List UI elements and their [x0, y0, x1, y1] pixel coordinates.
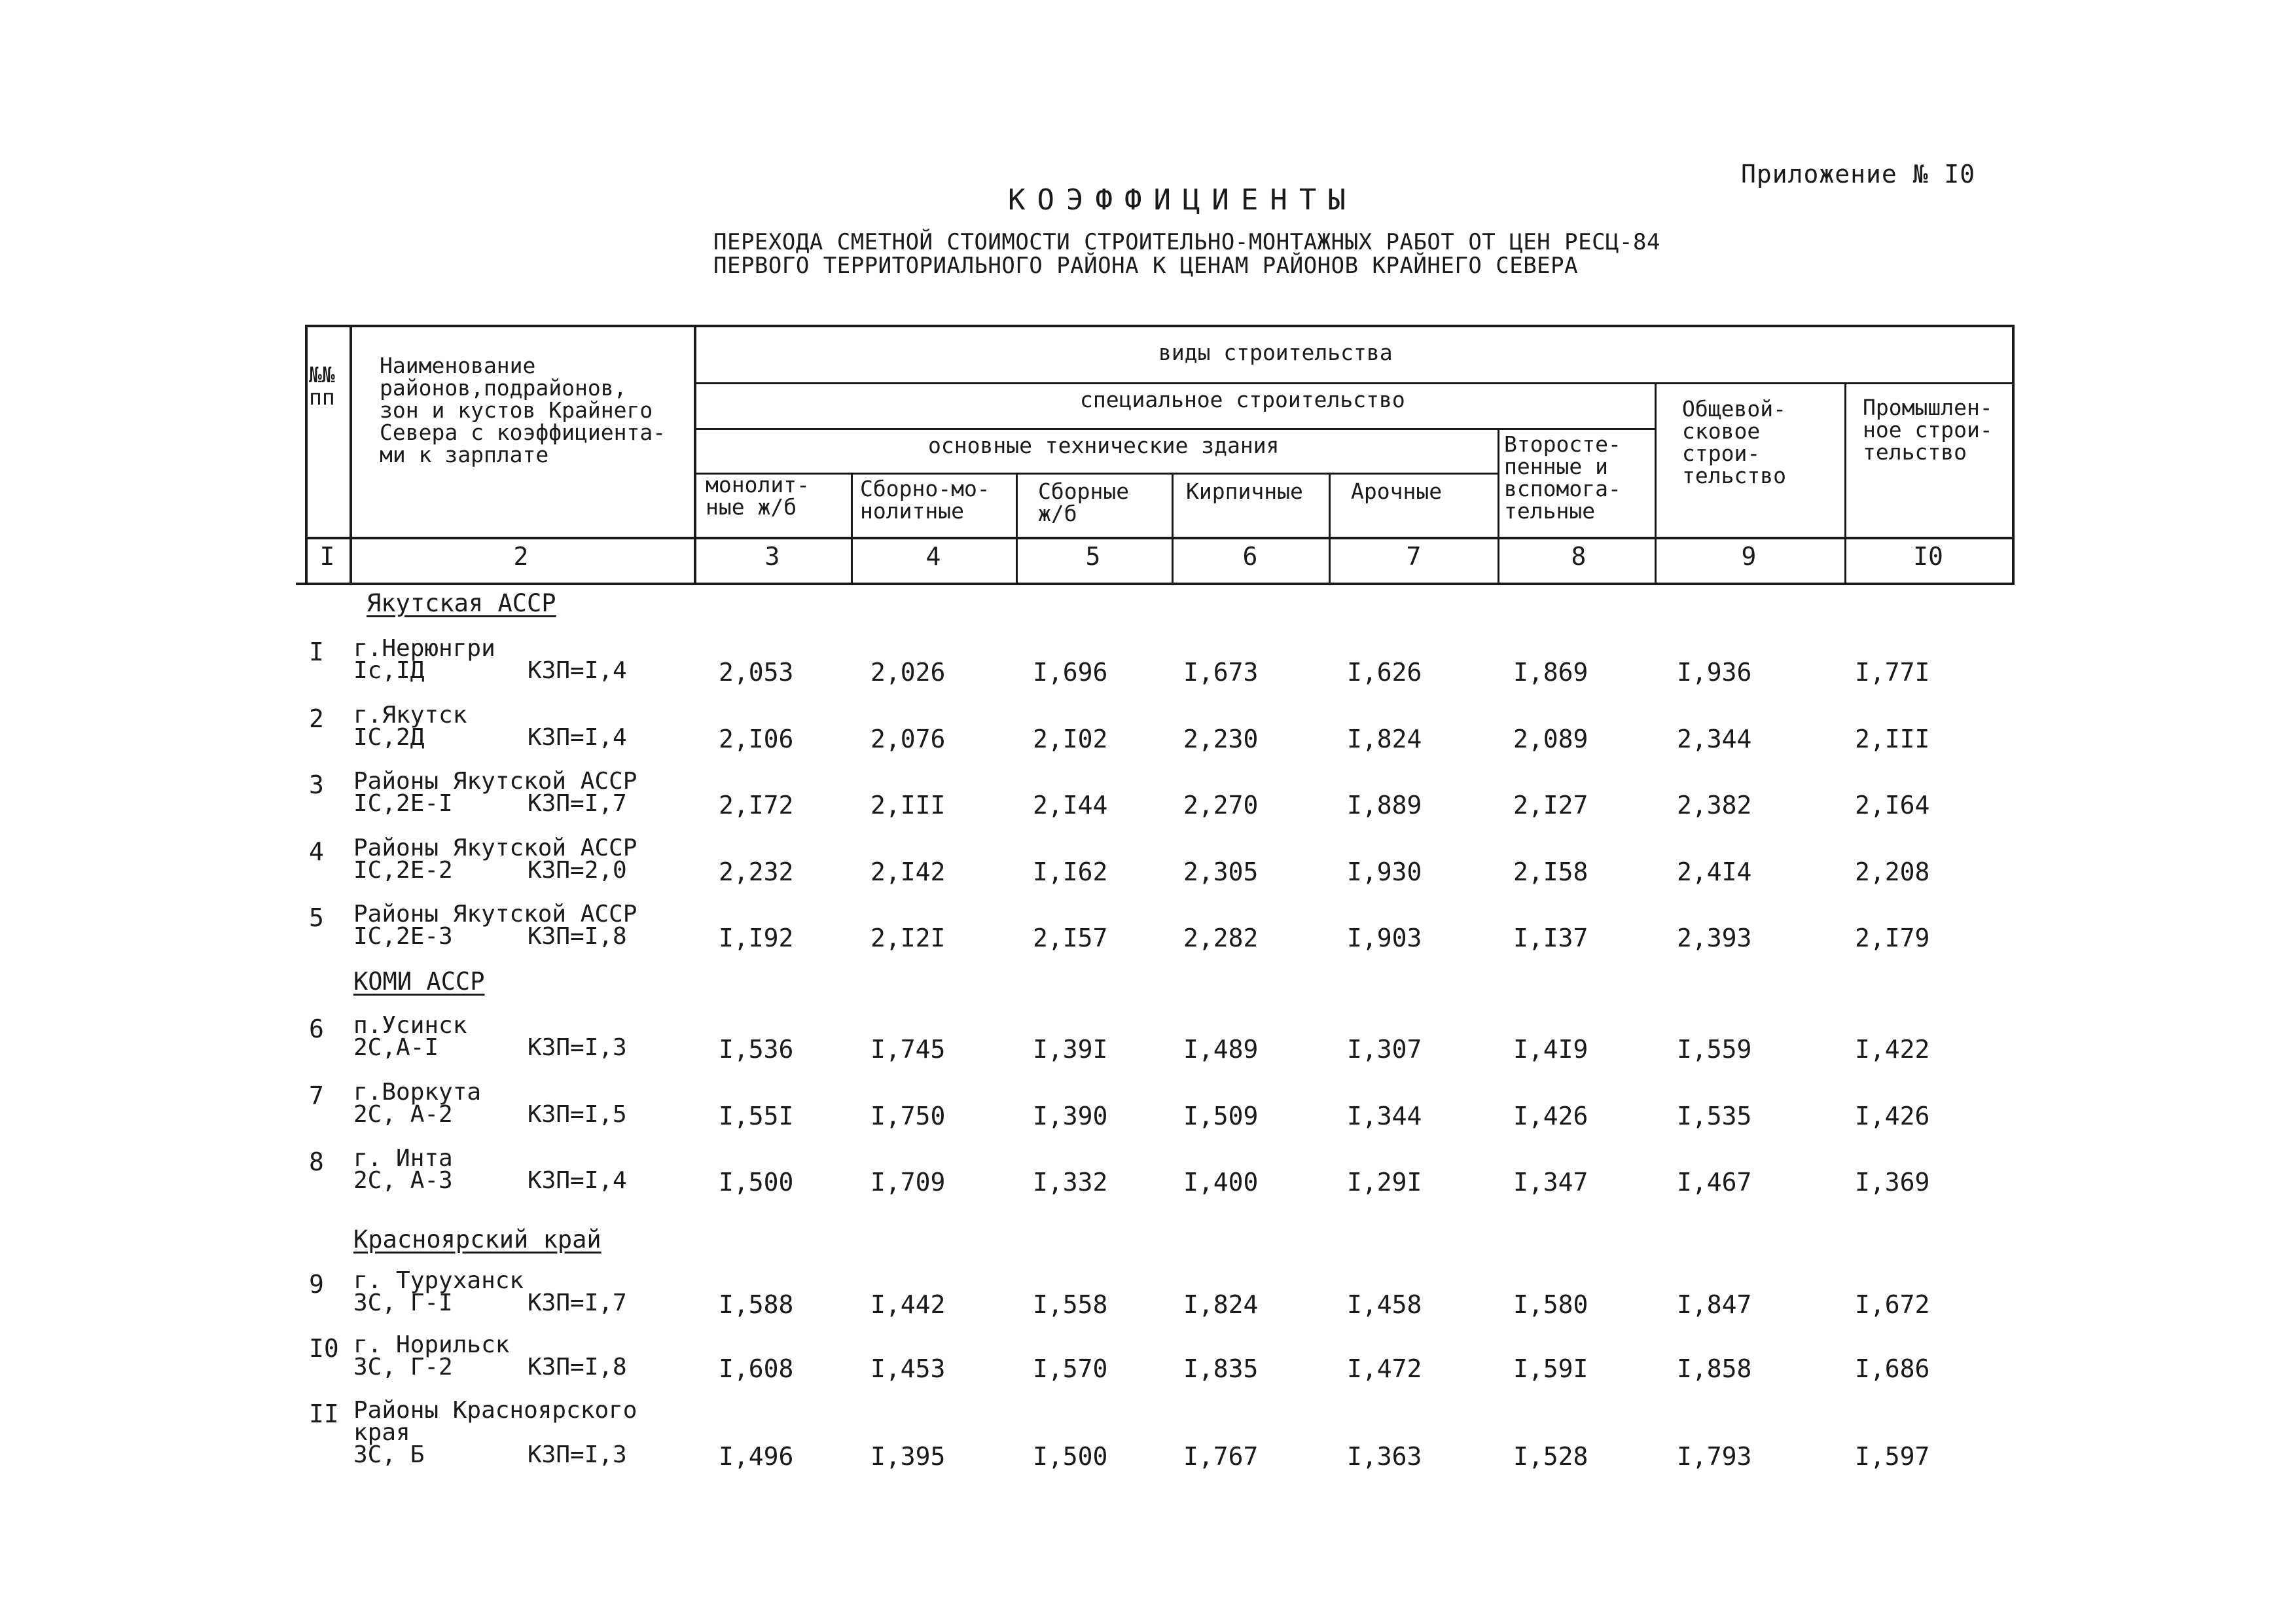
col-number: 5 — [1085, 542, 1101, 571]
table-row — [0, 1012, 2296, 1080]
coefficient-value: I,686 — [1855, 1354, 1930, 1383]
coefficient-value: I,363 — [1347, 1442, 1422, 1471]
coefficient-value: I,847 — [1677, 1290, 1752, 1319]
document-title: КОЭФФИЦИЕНТЫ — [1008, 183, 1357, 217]
header-secondary: Второсте- пенные и вспомога- тельные — [1504, 431, 1621, 524]
coefficient-value: I,426 — [1513, 1102, 1588, 1130]
coefficient-value: I,332 — [1033, 1168, 1108, 1197]
header-prefab-monolithic: Сборно-мо- нолитные — [860, 476, 990, 524]
coefficient-value: I,936 — [1677, 658, 1752, 687]
coefficient-value: I,889 — [1347, 791, 1422, 820]
coefficient-value: I,500 — [719, 1168, 794, 1197]
wage-coefficient: КЗП=I,3 — [528, 1034, 627, 1061]
region-code: IС,2Е-3 — [353, 923, 453, 950]
row-number: 6 — [309, 1015, 324, 1043]
col-number: 2 — [513, 542, 529, 571]
coefficient-value: I,535 — [1677, 1102, 1752, 1130]
table-row — [0, 903, 2296, 969]
row-number: 9 — [309, 1270, 324, 1299]
coefficient-value: 2,089 — [1513, 725, 1588, 753]
col-number: 7 — [1406, 542, 1422, 571]
row-number: 2 — [309, 704, 324, 733]
region-name: п.Усинск — [353, 1012, 467, 1039]
coefficient-value: I,55I — [719, 1102, 794, 1130]
coefficient-value: I,400 — [1183, 1168, 1259, 1197]
coefficient-value: I,672 — [1855, 1290, 1930, 1319]
header-name: Наименование районов,подрайонов, зон и кустов Крайнего Севера с коэффициента- ми к зарплате — [380, 353, 666, 467]
region-name: г.Воркута — [353, 1079, 482, 1106]
coefficient-value: I,458 — [1347, 1290, 1422, 1319]
coefficient-value: 2,I58 — [1513, 857, 1588, 886]
coefficient-value: I,369 — [1855, 1168, 1930, 1197]
coefficient-value: I,467 — [1677, 1168, 1752, 1197]
col-number: I0 — [1913, 542, 1943, 571]
coefficient-value: I,745 — [870, 1035, 946, 1064]
table-row — [0, 1267, 2296, 1335]
region-code: IС,2Е-I — [353, 790, 453, 817]
coefficient-value: 2,305 — [1183, 857, 1259, 886]
row-number: 5 — [309, 903, 324, 932]
col-number: 3 — [764, 542, 780, 571]
coefficient-value: I,39I — [1033, 1035, 1108, 1064]
coefficient-value: I,696 — [1033, 658, 1108, 687]
coefficient-value: I,395 — [870, 1442, 946, 1471]
coefficient-value: I,930 — [1347, 857, 1422, 886]
coefficient-value: I,588 — [719, 1290, 794, 1319]
coefficient-value: 2,053 — [719, 658, 794, 687]
coefficient-value: I,347 — [1513, 1168, 1588, 1197]
region-code: 2С, А-3 — [353, 1167, 453, 1194]
region-code: 2С, А-2 — [353, 1101, 453, 1128]
coefficient-value: I,509 — [1183, 1102, 1259, 1130]
coefficient-value: 2,I2I — [870, 924, 946, 952]
coefficient-value: I,835 — [1183, 1354, 1259, 1383]
coefficient-value: I,750 — [870, 1102, 946, 1130]
wage-coefficient: КЗП=I,4 — [528, 1167, 627, 1194]
col-number: I — [319, 542, 335, 571]
coefficient-value: I,307 — [1347, 1035, 1422, 1064]
row-number: 4 — [309, 837, 324, 866]
coefficient-value: I,793 — [1677, 1442, 1752, 1471]
coefficient-value: I,472 — [1347, 1354, 1422, 1383]
coefficient-value: I,489 — [1183, 1035, 1259, 1064]
coefficient-value: I,559 — [1677, 1035, 1752, 1064]
coefficient-value: 2,I02 — [1033, 725, 1108, 753]
wage-coefficient: КЗП=I,7 — [528, 1290, 627, 1316]
row-number: 8 — [309, 1147, 324, 1176]
coefficient-value: I,903 — [1347, 924, 1422, 952]
region-name: г. Норильск — [353, 1331, 510, 1358]
row-number: I0 — [309, 1334, 339, 1363]
wage-coefficient: КЗП=I,7 — [528, 790, 627, 817]
row-number: II — [309, 1399, 339, 1428]
coefficient-value: 2,I06 — [719, 725, 794, 753]
coefficient-value: I,528 — [1513, 1442, 1588, 1471]
coefficient-value: I,453 — [870, 1354, 946, 1383]
header-arched: Арочные — [1351, 478, 1443, 504]
wage-coefficient: КЗП=2,0 — [528, 857, 627, 884]
region-code: 2С,А-I — [353, 1034, 439, 1061]
coefficient-value: I,580 — [1513, 1290, 1588, 1319]
subtitle-line-1: ПЕРЕХОДА СМЕТНОЙ СТОИМОСТИ СТРОИТЕЛЬНО-МОНТАЖНЫХ РАБОТ ОТ ЦЕН РЕСЦ-84 — [713, 229, 1660, 255]
coefficient-value: I,709 — [870, 1168, 946, 1197]
coefficient-value: 2,4I4 — [1677, 857, 1752, 886]
region-name: Районы Якутской АССР — [353, 768, 637, 795]
coefficient-value: I,767 — [1183, 1442, 1259, 1471]
coefficient-value: 2,III — [870, 791, 946, 820]
wage-coefficient: КЗП=I,8 — [528, 923, 627, 950]
coefficient-value: 2,I72 — [719, 791, 794, 820]
section-heading: Красноярский край — [353, 1225, 601, 1254]
col-number: 4 — [925, 542, 941, 571]
header-monolithic: монолит- ные ж/б — [706, 472, 810, 520]
wage-coefficient: КЗП=I,5 — [528, 1101, 627, 1128]
coefficient-value: I,I62 — [1033, 857, 1108, 886]
region-name: Районы Якутской АССР — [353, 901, 637, 928]
region-name: г. Инта — [353, 1145, 453, 1172]
coefficient-value: I,858 — [1677, 1354, 1752, 1383]
coefficient-value: I,59I — [1513, 1354, 1588, 1383]
header-kinds: виды строительства — [1158, 340, 1393, 365]
section-heading: КОМИ АССР — [353, 967, 485, 996]
wage-coefficient: КЗП=I,4 — [528, 657, 627, 684]
coefficient-value: 2,382 — [1677, 791, 1752, 820]
coefficient-value: 2,I64 — [1855, 791, 1930, 820]
header-basic: основные технические здания — [928, 433, 1280, 458]
table-row — [0, 1081, 2296, 1147]
col-number: 8 — [1571, 542, 1587, 571]
header-prefab: Сборные ж/б — [1038, 478, 1130, 526]
coefficient-value: I,29I — [1347, 1168, 1422, 1197]
section-heading: Якутская АССР — [367, 589, 556, 617]
region-name: г. Туруханск — [353, 1267, 524, 1294]
coefficient-value: I,496 — [719, 1442, 794, 1471]
coefficient-value: 2,282 — [1183, 924, 1259, 952]
table-row — [0, 1331, 2296, 1399]
coefficient-value: I,558 — [1033, 1290, 1108, 1319]
coefficient-value: 2,393 — [1677, 924, 1752, 952]
table-row — [0, 704, 2296, 770]
coefficient-value: 2,I57 — [1033, 924, 1108, 952]
region-name: Районы Красноярского края — [353, 1397, 637, 1446]
wage-coefficient: КЗП=I,4 — [528, 724, 627, 751]
table-row — [0, 1397, 2296, 1471]
col-number: 9 — [1741, 542, 1757, 571]
row-number: 3 — [309, 770, 324, 799]
region-code: 3С, Г-2 — [353, 1354, 453, 1380]
coefficient-value: I,536 — [719, 1035, 794, 1064]
coefficient-value: 2,III — [1855, 725, 1930, 753]
row-number: 7 — [309, 1081, 324, 1110]
coefficient-value: I,824 — [1347, 725, 1422, 753]
table-row — [0, 635, 2296, 703]
table-row — [0, 1147, 2296, 1213]
coefficient-value: I,608 — [719, 1354, 794, 1383]
coefficient-value: I,77I — [1855, 658, 1930, 687]
coefficient-value: 2,232 — [719, 857, 794, 886]
row-number: I — [309, 638, 324, 666]
appendix-label: Приложение № I0 — [1741, 160, 1976, 189]
coefficient-value: 2,I44 — [1033, 791, 1108, 820]
coefficient-value: I,4I9 — [1513, 1035, 1588, 1064]
coefficient-value: I,597 — [1855, 1442, 1930, 1471]
coefficient-value: I,I37 — [1513, 924, 1588, 952]
coefficient-value: I,426 — [1855, 1102, 1930, 1130]
coefficient-value: 2,208 — [1855, 857, 1930, 886]
coefficient-value: 2,I42 — [870, 857, 946, 886]
coefficient-value: 2,I27 — [1513, 791, 1588, 820]
wage-coefficient: КЗП=I,3 — [528, 1441, 627, 1468]
header-industrial: Промышлен- ное строи- тельство — [1863, 395, 1993, 465]
coefficient-value: I,390 — [1033, 1102, 1108, 1130]
coefficient-value: I,442 — [870, 1290, 946, 1319]
coefficient-value: I,824 — [1183, 1290, 1259, 1319]
coefficient-value: 2,026 — [870, 658, 946, 687]
wage-coefficient: КЗП=I,8 — [528, 1354, 627, 1380]
col-number: 6 — [1242, 542, 1258, 571]
region-code: IС,2Е-2 — [353, 857, 453, 884]
coefficient-value: I,344 — [1347, 1102, 1422, 1130]
region-code: 3С, Г-I — [353, 1290, 453, 1316]
coefficient-value: I,673 — [1183, 658, 1259, 687]
coefficient-value: 2,I79 — [1855, 924, 1930, 952]
document-subtitle — [713, 230, 1660, 278]
header-num: №№ пп — [309, 362, 335, 410]
coefficient-value: I,422 — [1855, 1035, 1930, 1064]
region-code: Iс,IД — [353, 657, 425, 684]
coefficient-value: 2,230 — [1183, 725, 1259, 753]
coefficient-value: I,I92 — [719, 924, 794, 952]
region-name: г.Нерюнгри — [353, 635, 495, 662]
table-row — [0, 837, 2296, 903]
coefficient-value: I,869 — [1513, 658, 1588, 687]
coefficient-value: I,626 — [1347, 658, 1422, 687]
coefficient-value: 2,270 — [1183, 791, 1259, 820]
header-general: Общевой- сковое строи- тельство — [1682, 396, 1786, 488]
header-brick: Кирпичные — [1186, 478, 1303, 504]
coefficient-value: 2,076 — [870, 725, 946, 753]
region-name: г.Якутск — [353, 702, 467, 729]
subtitle-line-2: ПЕРВОГО ТЕРРИТОРИАЛЬНОГО РАЙОНА К ЦЕНАМ РАЙОНОВ КРАЙНЕГО СЕВЕРА — [713, 253, 1579, 279]
region-code: IС,2Д — [353, 724, 425, 751]
coefficient-value: 2,344 — [1677, 725, 1752, 753]
region-code: 3С, Б — [353, 1441, 425, 1468]
header-special: специальное строительство — [1080, 387, 1405, 412]
table-row — [0, 770, 2296, 836]
region-name: Районы Якутской АССР — [353, 835, 637, 861]
coefficient-value: I,500 — [1033, 1442, 1108, 1471]
coefficient-value: I,570 — [1033, 1354, 1108, 1383]
